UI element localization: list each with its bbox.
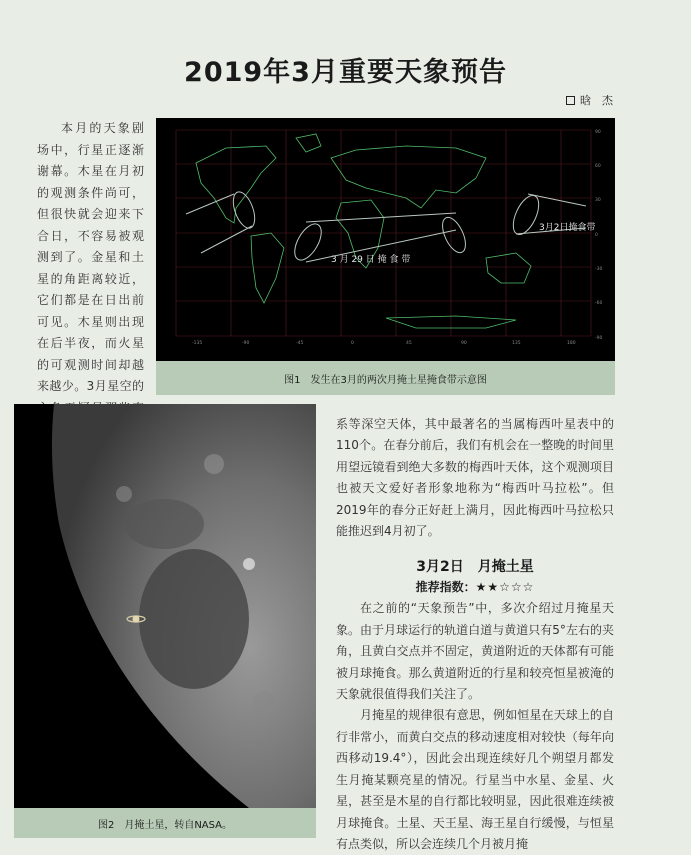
- y-tick: 0: [595, 233, 598, 238]
- label-mar2-path: 3月2日掩食带: [539, 223, 596, 233]
- occultation-paths: [186, 189, 586, 264]
- article-title: 2019年3月重要天象预告: [184, 57, 507, 88]
- paragraph-messier: 系等深空天体，其中最著名的当属梅西叶星表中的110个。在春分前后，我们有机会在一整晚的时间里用望远镜看到绝大多数的梅西叶天体，这个观测项目也被天文爱好者形象地称为“梅西叶马拉松”。但2019年的春分正好赶上满月，因此梅西叶马拉松只能推迟到4月初了。: [336, 417, 614, 539]
- x-tick: 45: [406, 341, 412, 346]
- lunar-mare: [124, 499, 204, 549]
- continent-outlines: [196, 134, 531, 328]
- y-tick: -90: [595, 336, 603, 341]
- paragraph-occultation-intro: 在之前的“天象预告”中，多次介绍过月掩星天象。由于月球运行的轨道白道与黄道只有5°左右的夹角，且黄白交点并不固定，黄道附近的天体都有可能被月球掩食。那么黄道附近的行星和较亮恒星被淹的天象就很值得我们关注了。: [336, 601, 614, 702]
- y-tick-labels: [595, 129, 602, 341]
- figure2-moon-photo: [14, 404, 316, 808]
- x-tick: -90: [242, 341, 250, 346]
- x-tick: -45: [296, 341, 304, 346]
- y-tick: -30: [595, 267, 603, 272]
- author-byline: [566, 92, 613, 108]
- label-mar29-path: 3 月 29 日 掩 食 带: [331, 255, 411, 265]
- bright-crater: [243, 558, 255, 570]
- figure1-eclipse-map: [156, 118, 615, 361]
- paragraph-occultation-rules: 月掩星的规律很有意思，例如恒星在天球上的自行非常小，而黄白交点的移动速度相对较快（每年向西移动19.4°），因此会出现连续好几个朔望月都发生月掩某颗亮星的情况。行星当中水星、金星、火星，甚至是木星的自行都比较明显，因此很难连续被月球掩食。土星、天王星、海王星自行缓慢，与恒星有点类似，所以会连续几个月被月掩: [336, 708, 614, 851]
- recommendation-rating: [336, 578, 614, 596]
- author-name: 晗 杰: [580, 94, 613, 107]
- rating-label: 推荐指数：: [415, 580, 476, 595]
- figure2-caption: 图2 月掩土星，转自NASA。: [14, 808, 316, 838]
- x-tick: -135: [192, 341, 203, 346]
- x-tick: 180: [567, 341, 576, 346]
- y-tick: -60: [595, 301, 603, 306]
- world-map-svg: [156, 118, 615, 361]
- left-paragraph: 本月的天象剧场中，行星正逐渐谢幕。木星在月初的观测条件尚可，但很快就会迎来下合日，不容易被观测到了。金星和土星的角距离较近，它们都是在日出前可见。木星则出现在后半夜，而火星的可观测时间却越来越少。3月星空的: [37, 121, 144, 393]
- y-tick: 90: [595, 130, 601, 135]
- right-text-column: [336, 414, 614, 855]
- moon-image-svg: [14, 404, 316, 808]
- rating-stars: ★★☆☆☆: [475, 580, 535, 595]
- x-tick: 0: [351, 341, 354, 346]
- byline-box-icon: [566, 96, 575, 105]
- crater: [204, 454, 224, 474]
- figure1-caption: 图1 发生在3月的两次月掩土星掩食带示意图: [156, 361, 615, 395]
- x-tick-labels: [192, 340, 576, 346]
- x-tick: 90: [461, 341, 467, 346]
- x-tick: 135: [512, 341, 521, 346]
- y-tick: 60: [595, 164, 601, 169]
- section-heading: 3月2日 月掩土星: [416, 559, 534, 576]
- crater: [252, 692, 276, 716]
- crater: [116, 486, 132, 502]
- y-tick: 30: [595, 198, 601, 203]
- lunar-mare: [139, 549, 249, 689]
